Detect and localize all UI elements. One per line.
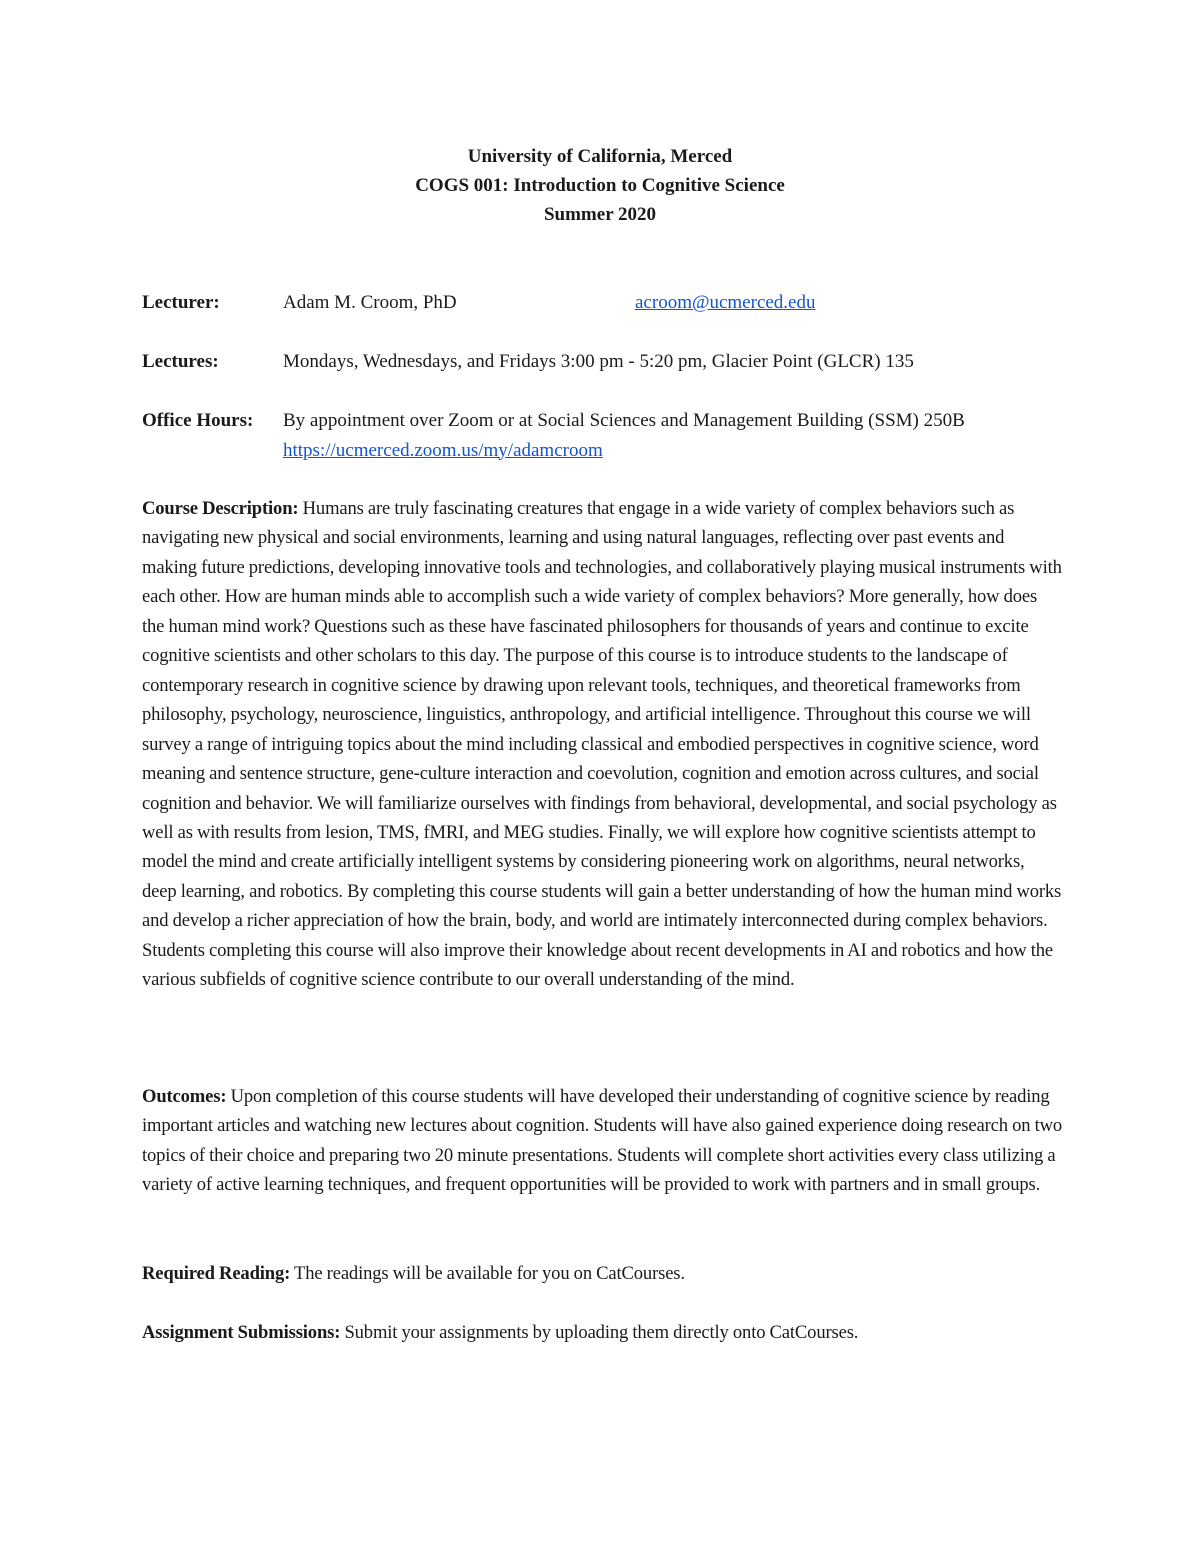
course-term: Summer 2020 xyxy=(543,204,657,225)
course-description-section xyxy=(142,494,1062,995)
lectures-schedule: Mondays, Wednesdays, and Fridays 3:00 pm - 5:20 pm, Glacier Point (GLCR) 135 xyxy=(283,351,914,372)
required-reading-label: Required Reading: xyxy=(142,1263,291,1284)
required-reading-text: The readings will be available for you on CatCourses. xyxy=(294,1263,685,1284)
required-reading-section xyxy=(142,1259,1062,1288)
zoom-link[interactable]: https://ucmerced.zoom.us/my/adamcroom xyxy=(283,439,603,461)
course-description-label: Course Description: xyxy=(142,498,299,519)
lecturer-label: Lecturer: xyxy=(142,292,220,313)
university-name: University of California, Merced xyxy=(467,146,733,167)
office-hours-text: By appointment over Zoom or at Social Sciences and Management Building (SSM) 250B xyxy=(283,410,965,431)
outcomes-text: Upon completion of this course students will have developed their understanding of cognitive science by reading important articles and watching new lectures about cognition. Students will have also gained experience doing research on two topics of their choice and preparing two 20 minute presentations. Students will complete short activities every class utilizing a variety of active learning techniques, and frequent opportunities will be provided to work with partners and in small groups. xyxy=(142,1086,1063,1196)
assignment-submissions-text: Submit your assignments by uploading them directly onto CatCourses. xyxy=(344,1322,859,1343)
assignment-submissions-section xyxy=(142,1318,1062,1347)
outcomes-label: Outcomes: xyxy=(142,1086,227,1107)
document-header xyxy=(0,142,1200,229)
outcomes-section xyxy=(142,1082,1062,1200)
course-title: COGS 001: Introduction to Cognitive Science xyxy=(415,175,785,196)
course-description-text: Humans are truly fascinating creatures that engage in a wide variety of complex behaviors such as navigating new physical and social environments, learning and using natural languages, reflecting over past events and making future predictions, developing innovative tools and technologies, and collaboratively playing musical instruments with each other. How are human minds able to accomplish such a wide variety of complex behaviors? More generally, how does the human mind work? Questions such as these have fascinated philosophers for thousands of years and continue to excite cognitive scientists and other scholars to this day. The purpose of this course is to introduce students to the landscape of contemporary research in cognitive science by drawing upon relevant tools, techniques, and theoretical frameworks from philosophy, psychology, neuroscience, linguistics, anthropology, and artificial intelligence. Throughout this course we will survey a range of intriguing topics about the mind including classical and embodied perspectives in cognitive science, word meaning and sentence structure, gene-culture interaction and coevolution, cognition and emotion across cultures, and social cognition and behavior. We will familiarize ourselves with findings from behavioral, developmental, and social psychology as well as with results from lesion, TMS, fMRI, and MEG studies. Finally, we will explore how cognitive scientists attempt to model the mind and create artificially intelligent systems by considering pioneering work on algorithms, neural networks, deep learning, and robotics. By completing this course students will gain a better understanding of how the human mind works and develop a richer appreciation of how the brain, body, and world are intimately interconnected during complex behaviors. Students completing this course will also improve their knowledge about recent developments in AI and robotics and how the various subfields of cognitive science contribute to our overall understanding of the mind. xyxy=(142,498,1062,991)
office-hours-label: Office Hours: xyxy=(142,410,254,431)
lecturer-email-link[interactable]: acroom@ucmerced.edu xyxy=(635,292,816,313)
lectures-label: Lectures: xyxy=(142,351,219,372)
lecturer-name: Adam M. Croom, PhD xyxy=(283,292,457,313)
assignment-submissions-label: Assignment Submissions: xyxy=(142,1322,341,1343)
